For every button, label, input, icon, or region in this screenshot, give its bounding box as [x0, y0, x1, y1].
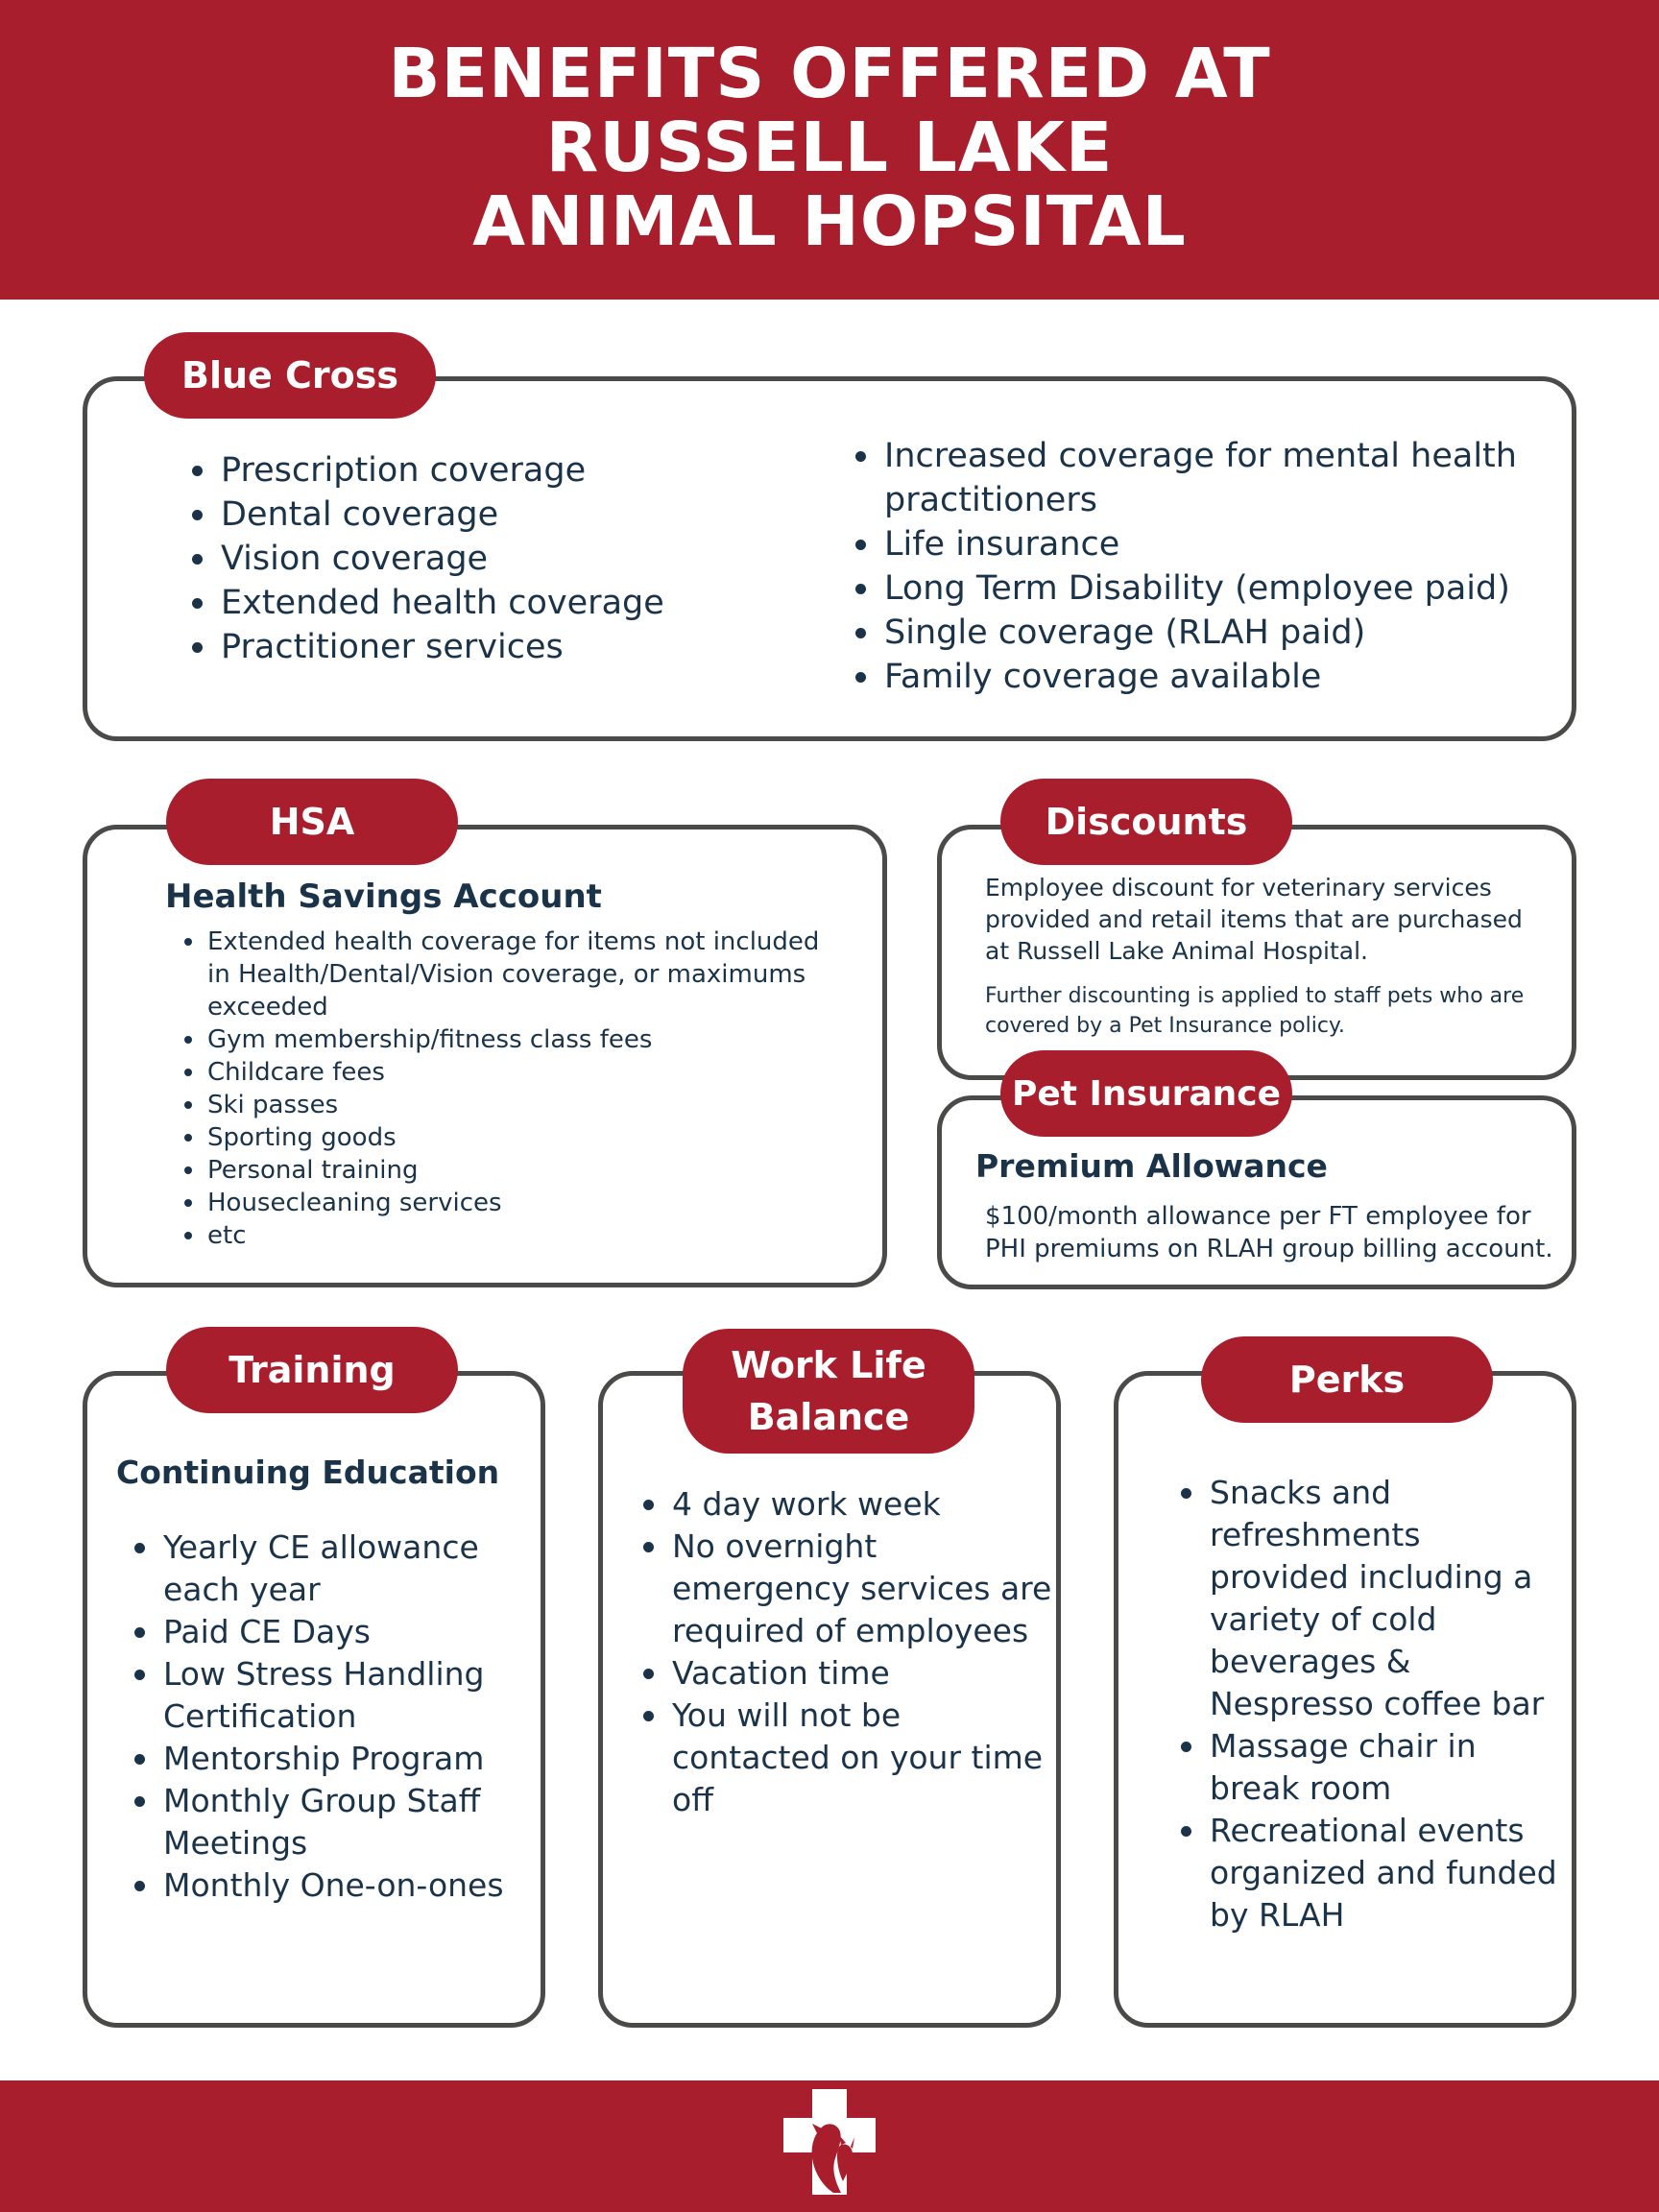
list-item: Sporting goods: [179, 1121, 841, 1154]
perks-title: [1201, 1336, 1493, 1423]
blue-cross-title: [144, 332, 436, 419]
list-item: Paid CE Days: [131, 1611, 524, 1653]
list-item: You will not be contacted on your time off: [639, 1695, 1052, 1821]
title-line-1: BENEFITS OFFERED AT: [388, 34, 1271, 113]
header-banner: [0, 0, 1659, 300]
list-item: Childcare fees: [179, 1056, 841, 1089]
work-life-title-line-2: Balance: [747, 1396, 910, 1438]
hsa-title: [166, 779, 458, 865]
list-item: Massage chair in break room: [1177, 1725, 1561, 1810]
list-item: Vision coverage: [188, 537, 803, 581]
list-item: Single coverage (RLAH paid): [852, 611, 1524, 655]
list-item: Monthly Group Staff Meetings: [131, 1780, 524, 1864]
pet-insurance-title: [1000, 1050, 1292, 1137]
list-item: Vacation time: [639, 1652, 1052, 1695]
list-item: Recreational events organized and funded by RLAH: [1177, 1810, 1561, 1936]
work-life-title-line-1: Work Life: [731, 1344, 926, 1386]
work-life-list: [639, 1483, 1052, 1821]
list-item: Life insurance: [852, 522, 1524, 566]
discounts-paragraph-1: Employee discount for veterinary services provided and retail items that are purchased at Russell Lake Animal Hospital.: [985, 874, 1523, 965]
training-list: [131, 1527, 524, 1907]
perks-list: [1177, 1472, 1561, 1936]
discounts-paragraph-2: Further discounting is applied to staff pets who are covered by a Pet Insurance policy.: [985, 984, 1525, 1038]
hsa-list: [179, 926, 841, 1252]
discounts-title-text: Discounts: [1045, 801, 1248, 843]
cross-dog-cat-logo-icon: [783, 2089, 876, 2195]
list-item: Monthly One-on-ones: [131, 1864, 524, 1907]
list-item: Snacks and refreshments provided including a variety of cold beverages & Nespresso coffee bar: [1177, 1472, 1561, 1725]
list-item: Long Term Disability (employee paid): [852, 566, 1524, 611]
list-item: Extended health coverage: [188, 581, 803, 625]
training-subtitle: Continuing Education: [116, 1454, 500, 1491]
list-item: Yearly CE allowance each year: [131, 1527, 524, 1611]
list-item: Family coverage available: [852, 655, 1524, 699]
hsa-title-text: HSA: [269, 801, 355, 843]
blue-cross-list-right: [852, 434, 1524, 699]
hsa-subtitle: Health Savings Account: [165, 878, 602, 916]
list-item: No overnight emergency services are required of employees: [639, 1526, 1052, 1652]
pet-insurance-paragraph: $100/month allowance per FT employee for PHI premiums on RLAH group billing account.: [985, 1202, 1553, 1263]
list-item: Housecleaning services: [179, 1187, 841, 1219]
blue-cross-list-left: [188, 448, 803, 669]
work-life-title: [683, 1329, 974, 1454]
training-title: [166, 1327, 458, 1413]
title-line-2: RUSSELL LAKE: [545, 108, 1114, 187]
list-item: Ski passes: [179, 1089, 841, 1121]
list-item: Dental coverage: [188, 493, 803, 537]
page-title: [0, 34, 1659, 261]
list-item: Increased coverage for mental health practitioners: [852, 434, 1524, 522]
perks-title-text: Perks: [1288, 1358, 1406, 1401]
list-item: Practitioner services: [188, 625, 803, 669]
pet-insurance-title-text: Pet Insurance: [1011, 1073, 1282, 1114]
training-title-text: Training: [228, 1349, 396, 1391]
list-item: Prescription coverage: [188, 448, 803, 493]
discounts-title: [1000, 779, 1292, 865]
blue-cross-title-text: Blue Cross: [180, 354, 398, 397]
title-line-3: ANIMAL HOPSITAL: [472, 181, 1187, 261]
list-item: etc: [179, 1219, 841, 1252]
list-item: 4 day work week: [639, 1483, 1052, 1526]
list-item: Gym membership/fitness class fees: [179, 1023, 841, 1056]
list-item: Low Stress Handling Certification: [131, 1653, 524, 1738]
list-item: Personal training: [179, 1154, 841, 1187]
list-item: Extended health coverage for items not included in Health/Dental/Vision coverage, or maximums exceeded: [179, 926, 841, 1023]
pet-insurance-subtitle: Premium Allowance: [975, 1147, 1328, 1185]
list-item: Mentorship Program: [131, 1738, 524, 1780]
